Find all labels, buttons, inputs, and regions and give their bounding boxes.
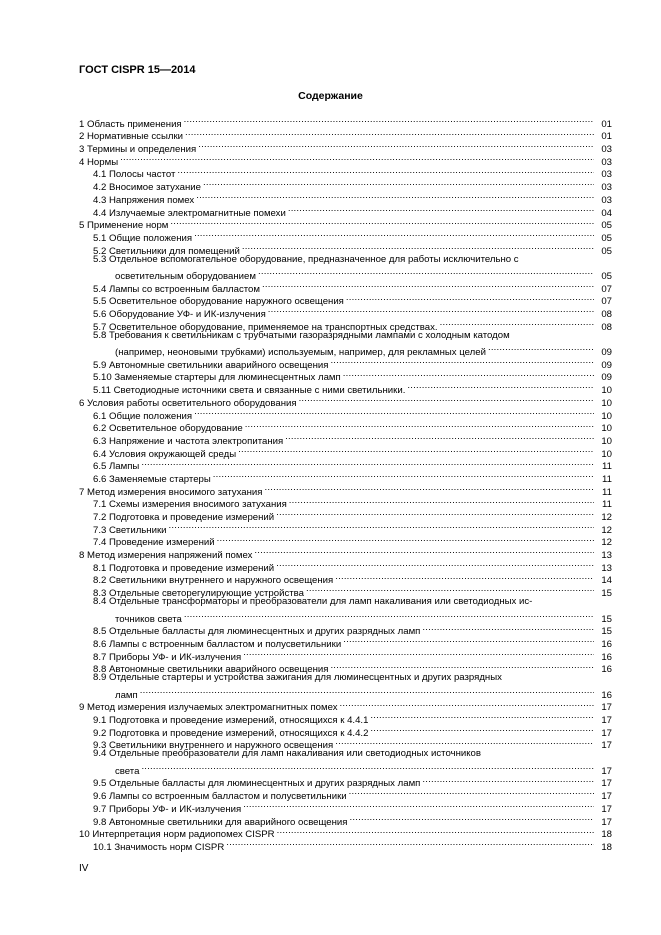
page-title: Содержание: [298, 90, 363, 102]
toc-entry-text: 5.4 Лампы со встроенным балластом: [93, 283, 260, 295]
toc-entry-page: 16: [601, 664, 612, 676]
toc-leader-dots: [169, 520, 595, 533]
toc-entry-text: 4.2 Вносимое затухание: [93, 182, 201, 194]
toc-entry-page: 10: [601, 410, 612, 422]
toc-entry-page: 08: [601, 321, 612, 333]
toc-entry-text: 7.1 Схемы измерения вносимого затухания: [93, 499, 287, 511]
toc-leader-dots: [330, 355, 594, 368]
toc-leader-dots: [440, 317, 594, 330]
toc-entry[interactable]: [79, 330, 612, 343]
toc-entry-page: 10: [601, 397, 612, 409]
toc-entry-text: 5.7 Осветительное оборудование, применяемое на транспортных средствах.: [93, 321, 438, 333]
toc-leader-dots: [262, 279, 594, 292]
toc-entry-text: 6.4 Условия окружающей среды: [93, 448, 237, 460]
toc-entry-text: 9.4 Отдельные преобразователи для ламп накаливания или светодиодных источников: [93, 748, 481, 760]
toc-leader-dots: [276, 558, 594, 571]
toc-leader-dots: [243, 799, 594, 812]
toc-entry-page: 10: [601, 448, 612, 460]
toc-entry-text: 6.5 Лампы: [93, 461, 140, 473]
toc-entry-text: 6.1 Общие положения: [93, 410, 193, 422]
toc-entry[interactable]: [79, 685, 612, 701]
toc-entry-page: 17: [601, 715, 612, 726]
toc-leader-dots: [120, 152, 594, 165]
toc-leader-dots: [306, 583, 594, 596]
toc-leader-dots: [194, 406, 594, 419]
toc-entry-page: 17: [601, 778, 612, 790]
toc-leader-dots: [177, 165, 594, 178]
toc-leader-dots: [184, 114, 594, 127]
toc-leader-dots: [242, 241, 594, 254]
toc-entry[interactable]: [79, 114, 612, 130]
toc-entry-page: 12: [601, 524, 612, 536]
toc-entry-page: 07: [601, 283, 612, 295]
toc-entry-page: 03: [601, 144, 612, 156]
page-number: IV: [79, 863, 89, 874]
toc-leader-dots: [335, 571, 594, 584]
toc-leader-dots: [343, 368, 594, 381]
toc-entry-page: 15: [601, 588, 612, 600]
toc-leader-dots: [370, 723, 594, 736]
toc-entry-page: 16: [601, 689, 612, 701]
toc-leader-dots: [264, 482, 594, 495]
toc-entry-text: 4 Нормы: [79, 156, 119, 168]
toc-entry-text: 4.4 Излучаемые электромагнитные помехи: [93, 207, 286, 219]
toc-entry-text: 4.3 Напряжения помех: [93, 194, 195, 206]
toc-entry-text: 10.1 Значимость норм CISPR: [93, 841, 225, 853]
toc-entry-page: 12: [601, 537, 612, 549]
toc-leader-dots: [288, 203, 594, 216]
toc-leader-dots: [226, 837, 594, 850]
toc-entry-text: ламп: [115, 689, 138, 701]
toc-entry-text: 10 Интерпретация норм радиопомех CISPR: [79, 829, 275, 841]
toc-entry[interactable]: [79, 469, 612, 485]
toc-entry[interactable]: [79, 457, 612, 473]
toc-leader-dots: [141, 761, 594, 774]
toc-entry-text: 8.7 Приборы УФ- и ИК-излучения: [93, 651, 242, 663]
toc-entry-text: точников света: [115, 613, 182, 625]
toc-entry-text: 5.5 Осветительное оборудование наружного освещения: [93, 296, 344, 308]
toc-entry-page: 04: [601, 207, 612, 219]
toc-entry[interactable]: [79, 342, 612, 359]
toc-entry-text: 6 Условия работы осветительного оборудования: [79, 397, 297, 409]
toc-leader-dots: [422, 774, 594, 787]
toc-entry-page: 10: [601, 435, 612, 447]
toc-entry-page: 09: [601, 359, 612, 371]
toc-entry-text: 7 Метод измерения вносимого затухания: [79, 486, 263, 498]
toc-entry-text: 8.5 Отдельные балласты для люминесцентных и других разрядных ламп: [93, 626, 421, 638]
toc-leader-dots: [245, 419, 594, 432]
toc-entry-text: 8.4 Отдельные трансформаторы и преобразователи для ламп накаливания или светодиодных ис-: [93, 596, 533, 608]
toc-entry-page: 05: [601, 245, 612, 257]
toc-entry-page: 03: [601, 194, 612, 206]
toc-leader-dots: [140, 685, 594, 698]
toc-entry-page: 17: [601, 727, 612, 739]
toc-leader-dots: [243, 647, 594, 660]
toc-entry-text: 6.6 Заменяемые стартеры: [93, 473, 211, 485]
toc-entry-text: 5.10 Заменяемые стартеры для люминесцентных ламп: [93, 372, 341, 384]
toc-entry-page: 01: [601, 131, 612, 143]
toc-entry-page: 03: [601, 169, 612, 181]
toc-entry-text: 9.8 Автономные светильники для аварийного освещения: [93, 816, 348, 828]
toc-entry-text: 5.11 Светодиодные источники света и связанные с ними светильники.: [93, 385, 406, 397]
toc-leader-dots: [350, 812, 595, 825]
toc-entry-page: 17: [601, 816, 612, 828]
toc-leader-dots: [196, 190, 594, 203]
toc-entry-page: 16: [601, 651, 612, 663]
toc-entry[interactable]: [79, 609, 612, 625]
toc-entry-page: 17: [601, 765, 612, 777]
toc-entry-text: 8 Метод измерения напряжений помех: [79, 550, 253, 562]
toc-entry-page: 15: [601, 613, 612, 625]
toc-entry-text: 9.1 Подготовка и проведение измерений, относящихся к 4.4.1: [93, 715, 369, 726]
toc-entry-text: 8.9 Отдельные стартеры и устройства зажигания для люминесцентных и других разрядных: [93, 672, 502, 684]
toc-entry-text: 7.2 Подготовка и проведение измерений: [93, 512, 275, 523]
toc-entry-text: 5.6 Оборудование УФ- и ИК-излучения: [93, 309, 266, 320]
toc-leader-dots: [343, 634, 594, 647]
toc-leader-dots: [268, 304, 594, 317]
toc-leader-dots: [184, 609, 594, 622]
toc-entry-text: 8.1 Подготовка и проведение измерений: [93, 562, 275, 574]
toc-entry-page: 09: [601, 372, 612, 384]
toc-entry-text: 8.6 Лампы с встроенным балластом и полусветильники: [93, 638, 342, 650]
toc-entry[interactable]: [79, 266, 612, 282]
toc-entry-text: 3 Термины и определения: [79, 144, 197, 156]
toc-entry-page: 11: [602, 461, 612, 473]
toc-leader-dots: [141, 457, 594, 470]
toc-entry[interactable]: [79, 698, 612, 714]
toc-leader-dots: [213, 469, 594, 482]
toc-entry-text: осветительным оборудованием: [115, 270, 256, 282]
table-of-contents: [79, 114, 612, 853]
toc-leader-dots: [203, 177, 594, 190]
toc-entry-text: 9.3 Светильники внутреннего и наружного освещения: [93, 740, 334, 752]
toc-entry-page: 18: [601, 841, 612, 853]
toc-entry-page: 05: [601, 220, 612, 232]
toc-entry-page: 15: [601, 626, 612, 638]
toc-entry[interactable]: [79, 596, 612, 609]
toc-entry-page: 03: [601, 156, 612, 168]
toc-entry-text: 9.5 Отдельные балласты для люминесцентных и других разрядных ламп: [93, 778, 421, 790]
toc-entry[interactable]: [79, 774, 612, 790]
toc-leader-dots: [346, 292, 594, 305]
toc-leader-dots: [335, 736, 594, 749]
toc-entry-text: 5 Применение норм: [79, 220, 169, 232]
toc-entry-text: 6.3 Напряжение и частота электропитания: [93, 435, 284, 447]
toc-entry-page: 13: [601, 562, 612, 574]
toc-entry-page: 14: [601, 575, 612, 587]
toc-leader-dots: [407, 380, 594, 393]
toc-leader-dots: [349, 786, 594, 799]
toc-leader-dots: [194, 228, 594, 241]
toc-leader-dots: [285, 431, 594, 444]
toc-entry-text: (например, неоновыми трубками) используемым, например, для рекламных целей: [115, 347, 486, 359]
toc-entry[interactable]: [79, 748, 612, 761]
toc-entry-text: 5.8 Требования к светильникам с трубчатыми газоразрядными лампами с холодным катодом: [93, 329, 510, 341]
toc-entry[interactable]: [79, 254, 612, 267]
toc-entry-page: 11: [602, 499, 612, 511]
toc-entry[interactable]: [79, 672, 612, 685]
toc-entry-text: 5.2 Светильники для помещений: [93, 245, 240, 257]
toc-entry-page: 03: [601, 182, 612, 194]
toc-entry-text: 5.1 Общие положения: [93, 232, 193, 244]
toc-entry-text: 5.9 Автономные светильники аварийного освещения: [93, 359, 329, 371]
toc-leader-dots: [299, 393, 594, 406]
toc-entry-page: 01: [601, 118, 612, 130]
toc-entry-page: 11: [602, 486, 612, 498]
toc-entry-text: 4.1 Полосы частот: [93, 169, 176, 181]
toc-leader-dots: [488, 342, 594, 355]
toc-leader-dots: [330, 660, 594, 673]
toc-entry-text: 7.3 Светильники: [93, 524, 167, 536]
toc-leader-dots: [170, 216, 594, 229]
toc-entry-page: 07: [601, 296, 612, 308]
toc-entry-text: 7.4 Проведение измерений: [93, 537, 215, 549]
toc-leader-dots: [340, 698, 594, 711]
toc-leader-dots: [276, 507, 594, 520]
toc-entry-page: 16: [601, 638, 612, 650]
toc-leader-dots: [422, 622, 594, 635]
toc-entry-page: 18: [601, 829, 612, 841]
toc-entry-page: 10: [601, 385, 612, 397]
toc-entry-page: 08: [601, 309, 612, 320]
toc-entry-text: 6.2 Осветительное оборудование: [93, 423, 243, 435]
toc-entry-page: 17: [601, 740, 612, 752]
toc-entry-text: 9.6 Лампы со встроенным балластом и полусветильники: [93, 791, 347, 803]
toc-entry-page: 10: [601, 423, 612, 435]
toc-leader-dots: [185, 127, 594, 140]
toc-entry-text: 5.3 Отдельное вспомогательное оборудование, предназначенное для работы исключительно с: [93, 253, 519, 265]
toc-entry-page: 17: [601, 702, 612, 714]
toc-leader-dots: [254, 545, 594, 558]
toc-entry-text: 8.2 Светильники внутреннего и наружного освещения: [93, 575, 334, 587]
toc-entry-text: 2 Нормативные ссылки: [79, 131, 184, 143]
toc-entry-text: 8.8 Автономные светильники аварийного освещения: [93, 664, 329, 676]
toc-leader-dots: [370, 710, 594, 723]
toc-entry-page: 09: [601, 347, 612, 359]
toc-leader-dots: [289, 495, 594, 508]
toc-entry-page: 17: [601, 803, 612, 815]
toc-entry-text: 9.7 Приборы УФ- и ИК-излучения: [93, 803, 242, 815]
toc-leader-dots: [238, 444, 594, 457]
toc-leader-dots: [217, 533, 594, 546]
toc-entry-text: 9.2 Подготовка и проведение измерений, относящихся к 4.4.2: [93, 727, 369, 739]
toc-entry-text: света: [115, 765, 140, 777]
toc-entry[interactable]: [79, 165, 612, 181]
toc-entry[interactable]: [79, 152, 612, 168]
toc-entry-text: 8.3 Отдельные светорегулирующие устройства: [93, 588, 304, 600]
toc-entry-text: 9 Метод измерения излучаемых электромагнитных помех: [79, 702, 338, 714]
toc-entry-page: 05: [601, 270, 612, 282]
toc-entry-page: 13: [601, 550, 612, 562]
toc-entry-text: 1 Область применения: [79, 118, 182, 130]
toc-entry-page: 12: [601, 512, 612, 523]
toc-entry[interactable]: [79, 761, 612, 777]
toc-leader-dots: [198, 139, 594, 152]
toc-leader-dots: [277, 825, 594, 838]
toc-entry-page: 11: [602, 473, 612, 485]
toc-leader-dots: [258, 266, 594, 279]
toc-entry-page: 05: [601, 232, 612, 244]
document-header: ГОСТ CISPR 15—2014: [79, 64, 196, 76]
toc-entry-page: 17: [601, 791, 612, 803]
